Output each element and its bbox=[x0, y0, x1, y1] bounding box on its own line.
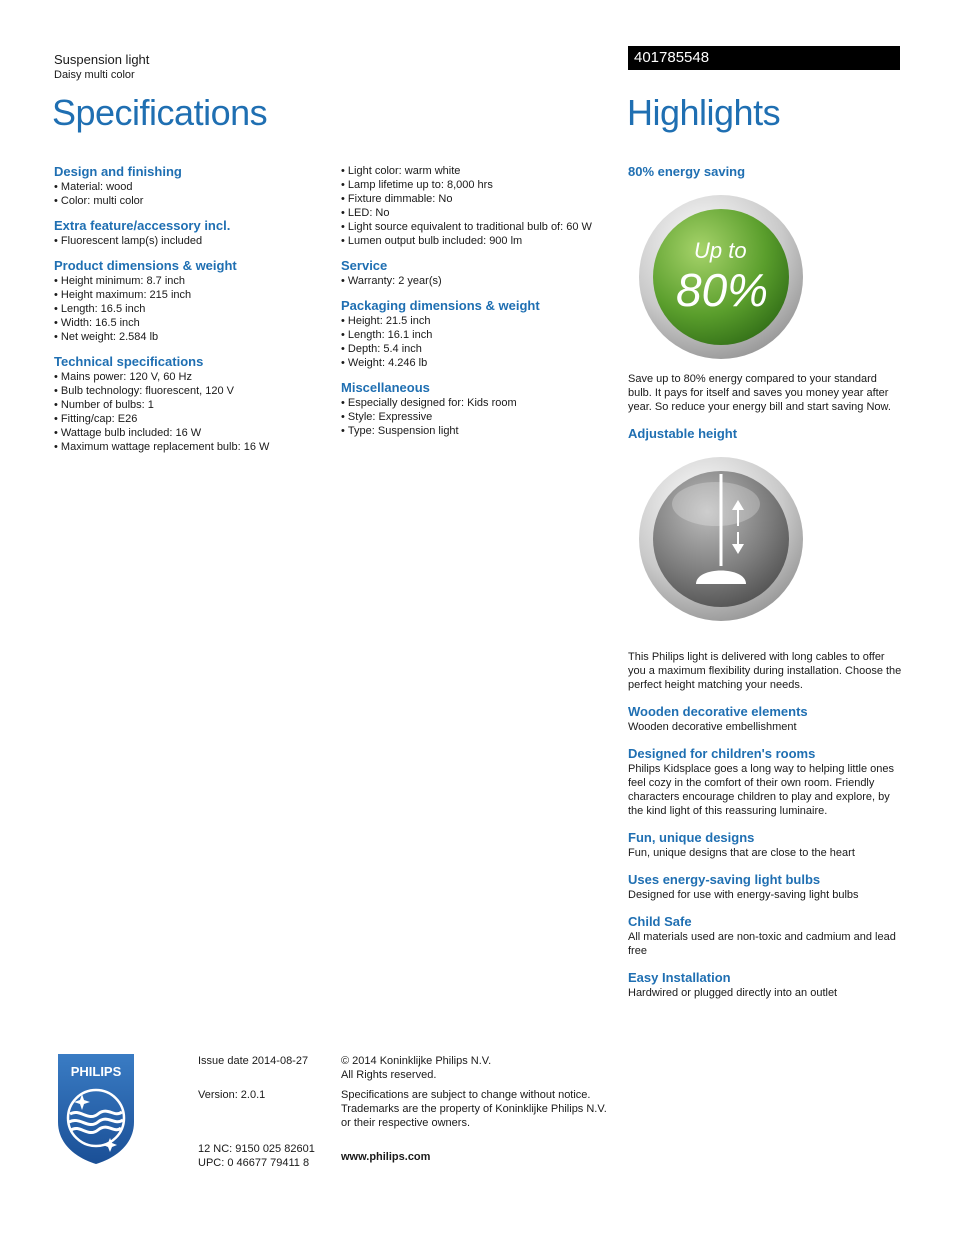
spec-list bbox=[341, 164, 621, 248]
specs-column-2 bbox=[341, 164, 621, 438]
adjustable-height-icon bbox=[638, 456, 804, 622]
product-type: Suspension light bbox=[54, 52, 150, 67]
spec-item: • Fixture dimmable: No bbox=[341, 192, 621, 206]
spec-list bbox=[54, 370, 334, 454]
highlight-title: Fun, unique designs bbox=[628, 830, 755, 845]
spec-item: • Wattage bulb included: 16 W bbox=[54, 426, 334, 440]
spec-list bbox=[54, 180, 334, 208]
spec-item: • Bulb technology: fluorescent, 120 V bbox=[54, 384, 334, 398]
notice-line: or their respective owners. bbox=[341, 1117, 470, 1129]
highlight-title: Easy Installation bbox=[628, 970, 731, 985]
copyright: © 2014 Koninklijke Philips N.V. bbox=[341, 1055, 492, 1067]
highlight-text: Designed for use with energy-saving light bulbs bbox=[628, 889, 859, 901]
spec-item: • Light source equivalent to traditional bulb of: 60 W bbox=[341, 220, 621, 234]
spec-item: • Height maximum: 215 inch bbox=[54, 288, 334, 302]
specifications-title: Specifications bbox=[52, 92, 268, 133]
spec-section-title: Packaging dimensions & weight bbox=[341, 298, 540, 313]
highlight-image bbox=[638, 456, 804, 622]
spec-item: • LED: No bbox=[341, 206, 621, 220]
upc-code: UPC: 0 46677 79411 8 bbox=[198, 1157, 310, 1169]
spec-item: • Especially designed for: Kids room bbox=[341, 396, 621, 410]
highlight-title: Adjustable height bbox=[628, 426, 738, 441]
spec-item: • Length: 16.1 inch bbox=[341, 328, 621, 342]
spec-item: • Depth: 5.4 inch bbox=[341, 342, 621, 356]
website-link[interactable]: www.philips.com bbox=[341, 1151, 431, 1163]
highlight-text: Hardwired or plugged directly into an outlet bbox=[628, 987, 838, 999]
spec-item: • Net weight: 2.584 lb bbox=[54, 330, 334, 344]
spec-item: • Number of bulbs: 1 bbox=[54, 398, 334, 412]
highlight-text: Fun, unique designs that are close to the heart bbox=[628, 847, 855, 859]
highlight-text: This Philips light is delivered with long cables to offer you a maximum flexibility during installation. Choose the perfect height matching your needs. bbox=[628, 651, 902, 691]
rights: All Rights reserved. bbox=[341, 1069, 437, 1081]
highlight-text: Save up to 80% energy compared to your standard bulb. It pays for itself and saves you money year after year. So reduce your energy bill and start saving Now. bbox=[628, 373, 891, 413]
spec-item: • Fitting/cap: E26 bbox=[54, 412, 334, 426]
issue-date: Issue date 2014-08-27 bbox=[198, 1055, 309, 1067]
highlight-title: Wooden decorative elements bbox=[628, 704, 808, 719]
highlight-image bbox=[638, 194, 804, 360]
spec-list bbox=[54, 274, 334, 344]
spec-item: • Type: Suspension light bbox=[341, 424, 621, 438]
spec-item: • Fluorescent lamp(s) included bbox=[54, 234, 334, 248]
notice-line: Specifications are subject to change without notice. bbox=[341, 1089, 591, 1101]
notice-line: Trademarks are the property of Koninklijke Philips N.V. bbox=[341, 1103, 607, 1115]
version: Version: 2.0.1 bbox=[198, 1089, 266, 1101]
highlight-title: Child Safe bbox=[628, 914, 692, 929]
product-subtitle: Daisy multi color bbox=[54, 69, 135, 81]
sku-bar: 401785548 bbox=[628, 46, 900, 70]
spec-section-title: Technical specifications bbox=[54, 354, 204, 369]
badge-up-to: Up to bbox=[694, 238, 747, 263]
spec-item: • Warranty: 2 year(s) bbox=[341, 274, 621, 288]
highlights-title: Highlights bbox=[627, 92, 781, 133]
highlight-title: Designed for children's rooms bbox=[628, 746, 816, 761]
spec-item: • Maximum wattage replacement bulb: 16 W bbox=[54, 440, 334, 454]
nc-code: 12 NC: 9150 025 82601 bbox=[198, 1143, 315, 1155]
spec-item: • Light color: warm white bbox=[341, 164, 621, 178]
spec-item: • Lumen output bulb included: 900 lm bbox=[341, 234, 621, 248]
footer-right bbox=[341, 1054, 621, 1164]
logo-wordmark: PHILIPS bbox=[70, 1064, 122, 1079]
spec-item: • Height minimum: 8.7 inch bbox=[54, 274, 334, 288]
badge-percent: 80% bbox=[676, 264, 769, 316]
spec-section-title: Service bbox=[341, 258, 388, 273]
energy-saving-badge-icon bbox=[638, 194, 804, 360]
spec-list bbox=[341, 396, 621, 438]
spec-item: • Width: 16.5 inch bbox=[54, 316, 334, 330]
highlight-text: Philips Kidsplace goes a long way to helping little ones feel cozy in the comfort of their own room. Friendly characters encourage children to play and explore, by the kind light of this reassuring luminaire. bbox=[628, 763, 894, 817]
highlight-title: Uses energy-saving light bulbs bbox=[628, 872, 821, 887]
spec-item: • Style: Expressive bbox=[341, 410, 621, 424]
spec-section-title: Extra feature/accessory incl. bbox=[54, 218, 231, 233]
spec-item: • Lamp lifetime up to: 8,000 hrs bbox=[341, 178, 621, 192]
spec-list bbox=[54, 234, 334, 248]
footer-left bbox=[198, 1054, 328, 1170]
spec-item: • Length: 16.5 inch bbox=[54, 302, 334, 316]
spec-item: • Material: wood bbox=[54, 180, 334, 194]
spec-item: • Weight: 4.246 lb bbox=[341, 356, 621, 370]
philips-shield-logo bbox=[54, 1052, 138, 1166]
spec-item: • Mains power: 120 V, 60 Hz bbox=[54, 370, 334, 384]
spec-item: • Height: 21.5 inch bbox=[341, 314, 621, 328]
spec-list bbox=[341, 274, 621, 288]
spec-item: • Color: multi color bbox=[54, 194, 334, 208]
spec-section-title: Miscellaneous bbox=[341, 380, 430, 395]
highlight-text: All materials used are non-toxic and cadmium and lead free bbox=[628, 931, 896, 957]
highlights-column bbox=[628, 164, 903, 1000]
spec-section-title: Design and finishing bbox=[54, 164, 182, 179]
spec-section-title: Product dimensions & weight bbox=[54, 258, 237, 273]
highlight-title: 80% energy saving bbox=[628, 164, 746, 179]
highlight-text: Wooden decorative embellishment bbox=[628, 721, 797, 733]
specs-column-1 bbox=[54, 164, 334, 454]
spec-list bbox=[341, 314, 621, 370]
